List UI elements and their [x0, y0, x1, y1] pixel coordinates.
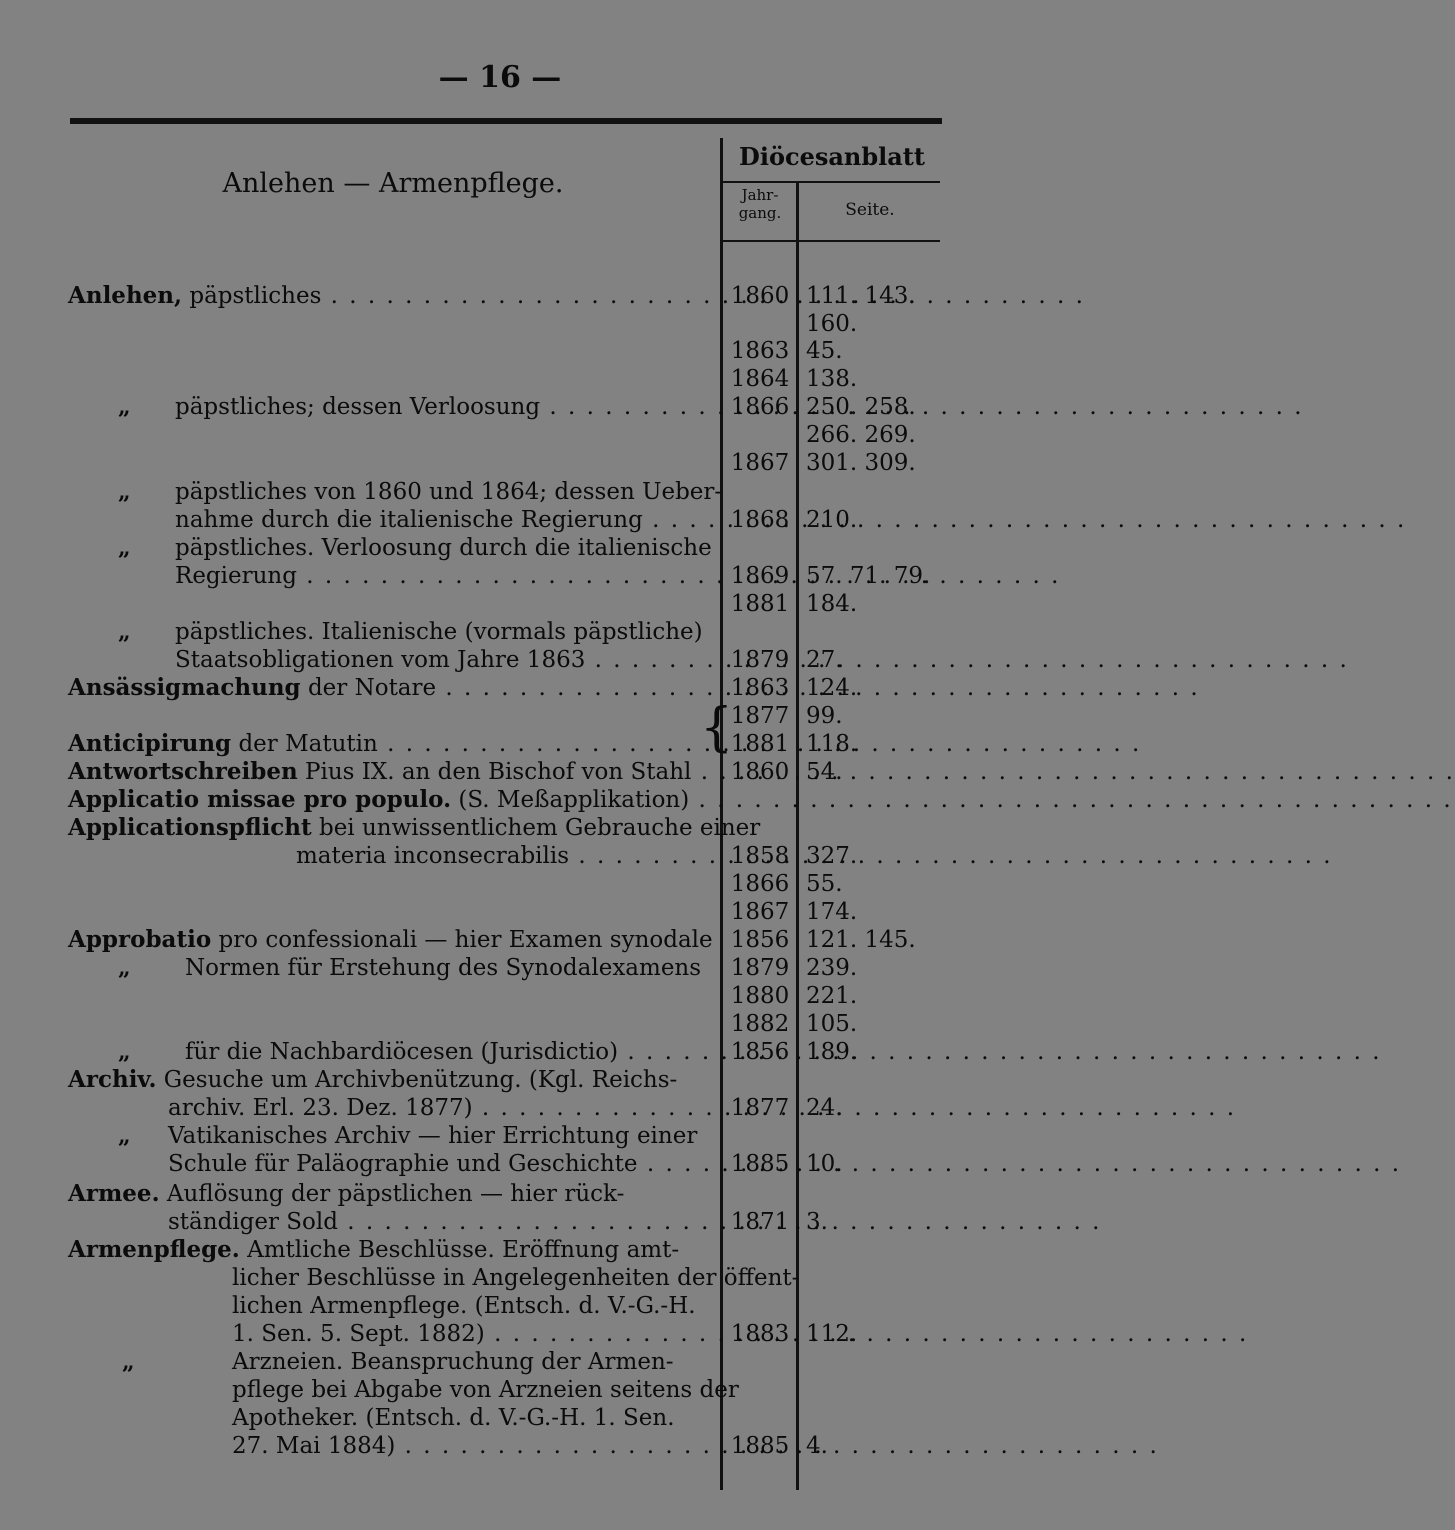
index-row	[0, 1066, 1000, 1094]
entry-text	[296, 842, 710, 870]
entry-lemma: Armenpflege.	[68, 1236, 240, 1263]
entry-lemma: Archiv.	[68, 1066, 157, 1093]
index-row	[0, 674, 1000, 702]
entry-year: 1866	[730, 871, 790, 897]
index-row	[0, 926, 1000, 954]
year-column-header: Jahr- gang.	[738, 186, 782, 222]
ditto-mark: „	[118, 394, 131, 420]
index-row	[0, 1292, 1000, 1320]
entry-year: 1885	[730, 1151, 790, 1177]
entry-lemma: Ansässigmachung	[68, 674, 301, 701]
entry-text	[68, 730, 710, 758]
entry-lemma: Applicationspflicht	[68, 814, 312, 841]
entry-lemma: Anticipirung	[68, 730, 232, 757]
entry-text	[68, 674, 710, 702]
ditto-mark: „	[118, 1123, 131, 1149]
entry-text	[168, 1122, 710, 1150]
index-row	[0, 786, 1000, 814]
entry-text	[175, 618, 710, 646]
entry-year: 1881	[730, 731, 790, 757]
index-row	[0, 393, 1000, 421]
header-divider	[722, 181, 940, 183]
entry-pages: 99.	[806, 703, 843, 729]
entry-description: päpstliches. Verloosung durch die italienische	[175, 535, 712, 561]
entry-description: Apotheker. (Entsch. d. V.-G.-H. 1. Sen.	[232, 1405, 675, 1431]
entry-description: päpstliches; dessen Verloosung	[175, 394, 541, 420]
entry-description: päpstliches. Italienische (vormals päpstliche)	[175, 619, 703, 645]
index-row	[0, 1180, 1000, 1208]
entry-year: 1881	[730, 591, 790, 617]
entry-pages: 239.	[806, 955, 858, 981]
entry-lemma: Approbatio	[68, 926, 212, 953]
index-row	[0, 1010, 1000, 1038]
entry-text	[168, 1094, 710, 1122]
entry-text	[232, 1320, 710, 1348]
entry-text	[168, 1208, 710, 1236]
index-row	[0, 1236, 1000, 1264]
entry-year: 1858	[730, 843, 790, 869]
entry-lemma: Anlehen,	[68, 282, 183, 309]
entry-year: 1879	[730, 647, 790, 673]
entry-pages: 327.	[806, 843, 858, 869]
entry-pages: 24.	[806, 1095, 843, 1121]
index-row	[0, 1432, 1000, 1460]
header-rule	[70, 118, 942, 124]
entry-pages: 266. 269.	[806, 422, 916, 448]
index-row	[0, 814, 1000, 842]
ditto-mark: „	[122, 1349, 135, 1375]
index-row	[0, 310, 1000, 338]
entry-text	[175, 393, 710, 421]
index-row	[0, 1404, 1000, 1432]
entry-description: Normen für Erstehung des Synodalexamens	[185, 955, 702, 981]
entry-pages: 111. 143.	[806, 283, 916, 309]
entry-year: 1880	[730, 983, 790, 1009]
entry-pages: 10.	[806, 1151, 843, 1177]
entry-text	[175, 562, 710, 590]
entry-text	[68, 814, 761, 842]
index-row	[0, 982, 1000, 1010]
entry-pages: 45.	[806, 338, 843, 364]
index-row	[0, 954, 1000, 982]
entry-text	[68, 926, 713, 954]
index-row	[0, 449, 1000, 477]
entry-description: Arzneien. Beanspruchung der Armen-	[232, 1349, 674, 1375]
entry-text	[68, 1236, 710, 1264]
entry-description: für die Nachbardiöcesen (Jurisdictio)	[185, 1039, 619, 1065]
entry-description: pflege bei Abgabe von Arzneien seitens der	[232, 1377, 739, 1403]
entry-description: der Notare	[300, 675, 437, 701]
index-row	[0, 1122, 1000, 1150]
entry-description: ständiger Sold	[168, 1209, 338, 1235]
entry-pages: 184.	[806, 591, 858, 617]
entry-year: 1867	[730, 450, 790, 476]
entry-year: 1882	[730, 1011, 790, 1037]
entry-description: der Matutin	[231, 731, 378, 757]
entry-year: 1877	[730, 703, 790, 729]
entry-text	[68, 758, 710, 786]
entry-description: Regierung	[175, 563, 297, 589]
page-number: — 16 —	[438, 60, 562, 95]
entry-description: Staatsobligationen vom Jahre 1863	[175, 647, 586, 673]
entry-year: 1879	[730, 955, 790, 981]
index-row	[0, 562, 1000, 590]
entry-text	[68, 1180, 710, 1208]
entry-text	[68, 786, 710, 814]
ditto-mark: „	[118, 619, 131, 645]
entry-description: päpstliches	[182, 283, 322, 309]
entry-description: päpstliches von 1860 und 1864; dessen Ueber-	[175, 479, 723, 505]
ditto-mark: „	[118, 955, 131, 981]
index-row	[0, 506, 1000, 534]
entry-pages: 54.	[806, 759, 843, 785]
entry-text	[175, 478, 723, 506]
column-group-header: Diöcesanblatt	[739, 142, 925, 171]
entry-year: 1856	[730, 1039, 790, 1065]
entry-year: 1863	[730, 338, 790, 364]
entry-text	[175, 534, 710, 562]
index-row	[0, 1264, 1000, 1292]
entry-year: 1863	[730, 675, 790, 701]
index-row	[0, 590, 1000, 618]
entry-text	[68, 282, 710, 310]
entry-pages: 174.	[806, 899, 858, 925]
index-row	[0, 337, 1000, 365]
entry-text	[185, 1038, 710, 1066]
entry-description: Auflösung der päpstlichen — hier rück-	[159, 1181, 625, 1207]
index-row	[0, 1348, 1000, 1376]
entry-year: 1860	[730, 759, 790, 785]
entry-pages: 210.	[806, 507, 858, 533]
entry-text	[232, 1264, 800, 1292]
entry-text	[68, 1066, 710, 1094]
entry-text	[168, 1150, 710, 1178]
entry-pages: 221.	[806, 983, 858, 1009]
entry-description: pro confessionali — hier Examen synodale	[211, 927, 713, 953]
entry-lemma: Applicatio missae pro populo.	[68, 786, 452, 813]
index-row	[0, 1208, 1000, 1236]
index-row	[0, 1320, 1000, 1348]
entry-year: 1864	[730, 366, 790, 392]
entry-year: 1885	[730, 1433, 790, 1459]
index-row	[0, 898, 1000, 926]
entry-pages: 105.	[806, 1011, 858, 1037]
entry-description: licher Beschlüsse in Angelegenheiten der öffent-	[232, 1265, 800, 1291]
entry-description: 27. Mai 1884)	[232, 1433, 396, 1459]
entry-year: 1871	[730, 1209, 790, 1235]
entry-description: nahme durch die italienische Regierung	[175, 507, 643, 533]
entry-year: 1856	[730, 927, 790, 953]
index-row	[0, 421, 1000, 449]
ditto-mark: „	[118, 479, 131, 505]
page-column-header: Seite.	[845, 200, 895, 220]
index-row	[0, 1150, 1000, 1178]
entry-year: 1867	[730, 899, 790, 925]
entry-text	[185, 954, 710, 982]
entry-pages: 250. 258.	[806, 394, 916, 420]
entry-pages: 112.	[806, 1321, 858, 1347]
entry-pages: 57. 71. 79.	[806, 563, 931, 589]
entry-year: 1860	[730, 283, 790, 309]
entry-text	[232, 1292, 710, 1320]
entry-description: Pius IX. an den Bischof von Stahl	[297, 759, 692, 785]
entry-year: 1868	[730, 507, 790, 533]
entry-lemma: Armee.	[68, 1180, 160, 1207]
index-row	[0, 618, 1000, 646]
entry-pages: 124.	[806, 675, 858, 701]
entry-description: (S. Meßapplikation)	[451, 787, 690, 813]
index-row	[0, 870, 1000, 898]
index-row	[0, 478, 1000, 506]
entry-description: Vatikanisches Archiv — hier Errichtung einer	[168, 1123, 698, 1149]
index-row	[0, 1376, 1000, 1404]
entry-pages: 4.	[806, 1433, 828, 1459]
header-bottom-divider	[722, 240, 940, 242]
section-heading: Anlehen — Armenpflege.	[222, 168, 564, 199]
index-row	[0, 730, 1000, 758]
index-row	[0, 758, 1000, 786]
index-row	[0, 534, 1000, 562]
index-row	[0, 842, 1000, 870]
index-row	[0, 1038, 1000, 1066]
ditto-mark: „	[118, 535, 131, 561]
entry-year: 1869	[730, 563, 790, 589]
entry-description: Schule für Paläographie und Geschichte	[168, 1151, 638, 1177]
entry-description: Gesuche um Archivbenützung. (Kgl. Reichs-	[156, 1067, 678, 1093]
entry-text	[175, 646, 710, 674]
index-row	[0, 282, 1000, 310]
index-row	[0, 702, 1000, 730]
entry-text	[232, 1404, 710, 1432]
entry-pages: 301. 309.	[806, 450, 916, 476]
entry-description: lichen Armenpflege. (Entsch. d. V.-G.-H.	[232, 1293, 696, 1319]
entry-pages: 189.	[806, 1039, 858, 1065]
entry-lemma: Antwortschreiben	[68, 758, 298, 785]
entry-description: Amtliche Beschlüsse. Eröffnung amt-	[239, 1237, 680, 1263]
entry-pages: 160.	[806, 311, 858, 337]
entry-description: bei unwissentlichem Gebrauche einer	[311, 815, 761, 841]
entry-text	[232, 1376, 739, 1404]
entry-pages: 121. 145.	[806, 927, 916, 953]
entry-pages: 55.	[806, 871, 843, 897]
entry-pages: 3.	[806, 1209, 828, 1235]
entry-pages: 118.	[806, 731, 858, 757]
entry-text	[175, 506, 710, 534]
entry-year: 1866	[730, 394, 790, 420]
entry-pages: 27.	[806, 647, 843, 673]
entry-description: 1. Sen. 5. Sept. 1882)	[232, 1321, 485, 1347]
brace-glyph: {	[700, 698, 734, 758]
entry-pages: 138.	[806, 366, 858, 392]
entry-year: 1883	[730, 1321, 790, 1347]
entry-description: archiv. Erl. 23. Dez. 1877)	[168, 1095, 473, 1121]
index-row	[0, 365, 1000, 393]
entry-year: 1877	[730, 1095, 790, 1121]
entry-description: materia inconsecrabilis	[296, 843, 570, 869]
index-row	[0, 1094, 1000, 1122]
entry-text	[232, 1432, 710, 1460]
index-row	[0, 646, 1000, 674]
ditto-mark: „	[118, 1039, 131, 1065]
entry-text	[232, 1348, 710, 1376]
